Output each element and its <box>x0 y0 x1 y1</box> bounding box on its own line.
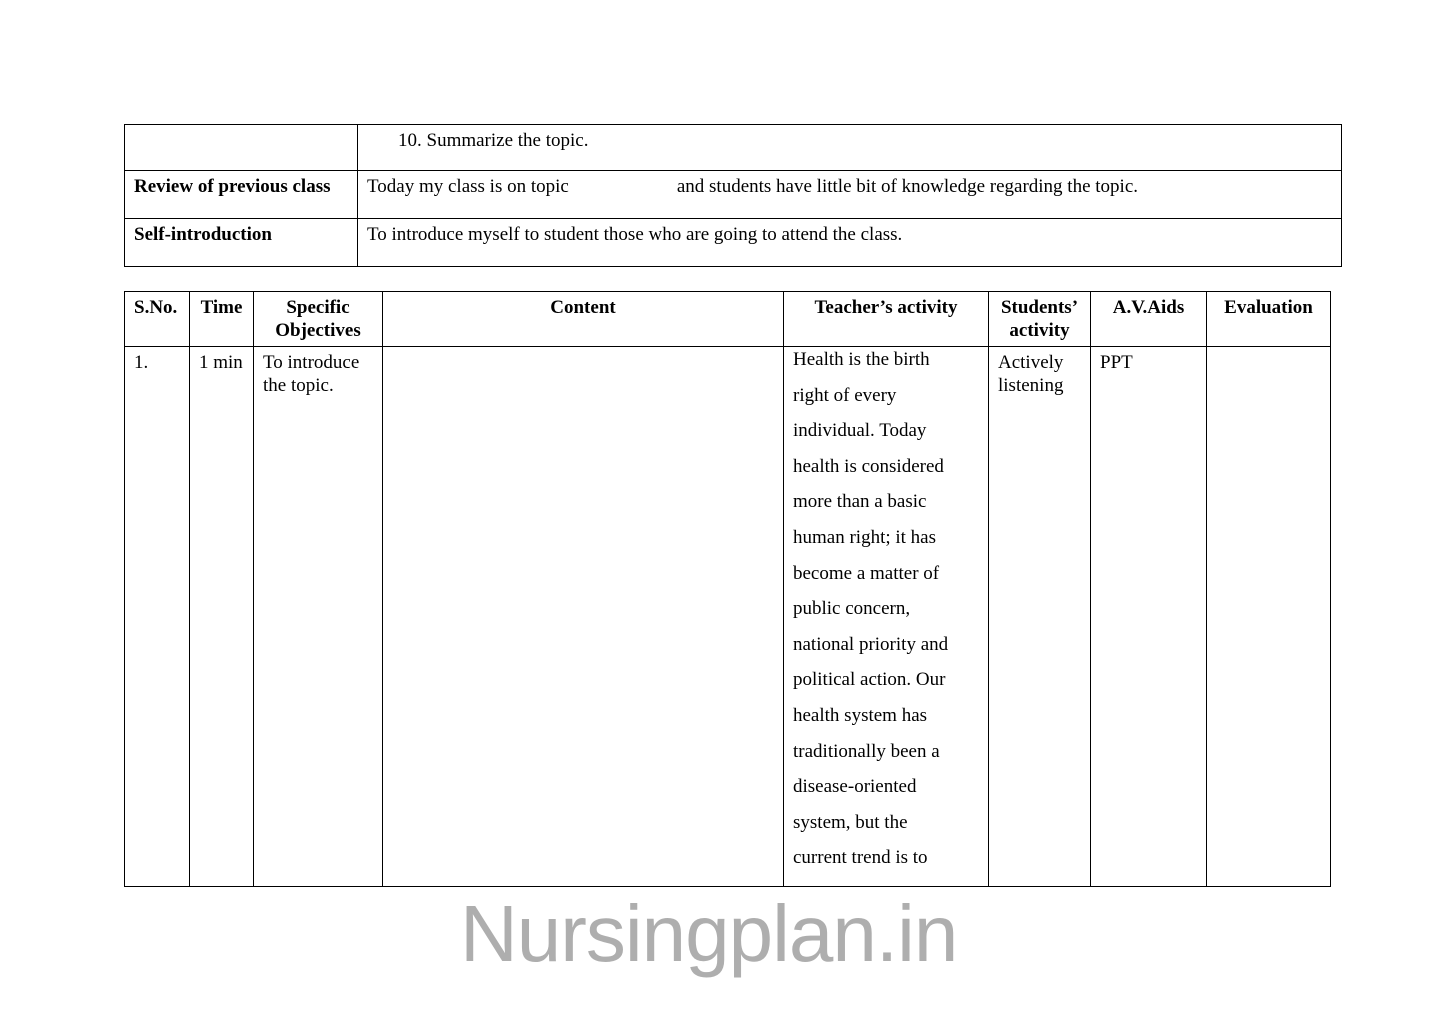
review-row <box>125 171 1342 219</box>
teacher-line: more than a basic <box>793 491 927 513</box>
teacher-line: national priority and <box>793 633 949 655</box>
students-activity-cell: Actively listening <box>989 347 1091 887</box>
header-sno: S.No. <box>125 292 190 347</box>
table-row <box>125 347 1331 887</box>
teacher-activity-cell <box>784 347 989 887</box>
review-text-a: Today my class is on topic <box>367 176 569 197</box>
self-intro-text: To introduce myself to student those who are going to attend the class. <box>358 219 1342 267</box>
header-teacher-activity: Teacher’s activity <box>784 292 989 347</box>
teacher-line: individual. Today <box>793 420 927 442</box>
header-av-aids: A.V.Aids <box>1091 292 1207 347</box>
teacher-line: health is considered <box>793 455 944 477</box>
teacher-line: current trend is to <box>793 847 928 869</box>
header-content: Content <box>383 292 784 347</box>
teacher-line: public concern, <box>793 598 911 620</box>
header-evaluation: Evaluation <box>1207 292 1331 347</box>
evaluation-cell <box>1207 347 1331 887</box>
watermark: Nursingplan.in <box>460 889 958 978</box>
sno-cell: 1. <box>125 347 190 887</box>
lesson-plan-table <box>124 291 1331 887</box>
review-text-b: and students have little bit of knowledge regarding the topic. <box>676 176 1139 197</box>
teacher-line: right of every <box>793 384 897 406</box>
header-time: Time <box>190 292 254 347</box>
review-text <box>358 171 1342 219</box>
teacher-line: political action. Our <box>793 669 946 691</box>
summary-text-value: 10. Summarize the topic. <box>398 130 589 151</box>
row-label <box>125 125 358 171</box>
teacher-line: human right; it has <box>793 526 937 548</box>
time-cell: 1 min <box>190 347 254 887</box>
self-intro-label: Self-introduction <box>125 219 358 267</box>
teacher-line: health system has <box>793 704 928 726</box>
header-students-activity: Students’ activity <box>989 292 1091 347</box>
summary-row <box>125 125 1342 171</box>
top-table <box>124 124 1342 267</box>
review-label: Review of previous class <box>125 171 358 219</box>
teacher-line: traditionally been a <box>793 740 940 762</box>
teacher-line: disease-oriented <box>793 776 917 798</box>
teacher-line: become a matter of <box>793 562 940 584</box>
teacher-line: Health is the birth <box>793 349 930 370</box>
content-cell <box>383 347 784 887</box>
teacher-line: system, but the <box>793 811 908 833</box>
objective-cell: To introduce the topic. <box>254 347 383 887</box>
self-intro-row <box>125 219 1342 267</box>
header-row <box>125 292 1331 347</box>
av-aids-cell: PPT <box>1091 347 1207 887</box>
summary-text <box>358 125 1342 171</box>
header-objectives: Specific Objectives <box>254 292 383 347</box>
